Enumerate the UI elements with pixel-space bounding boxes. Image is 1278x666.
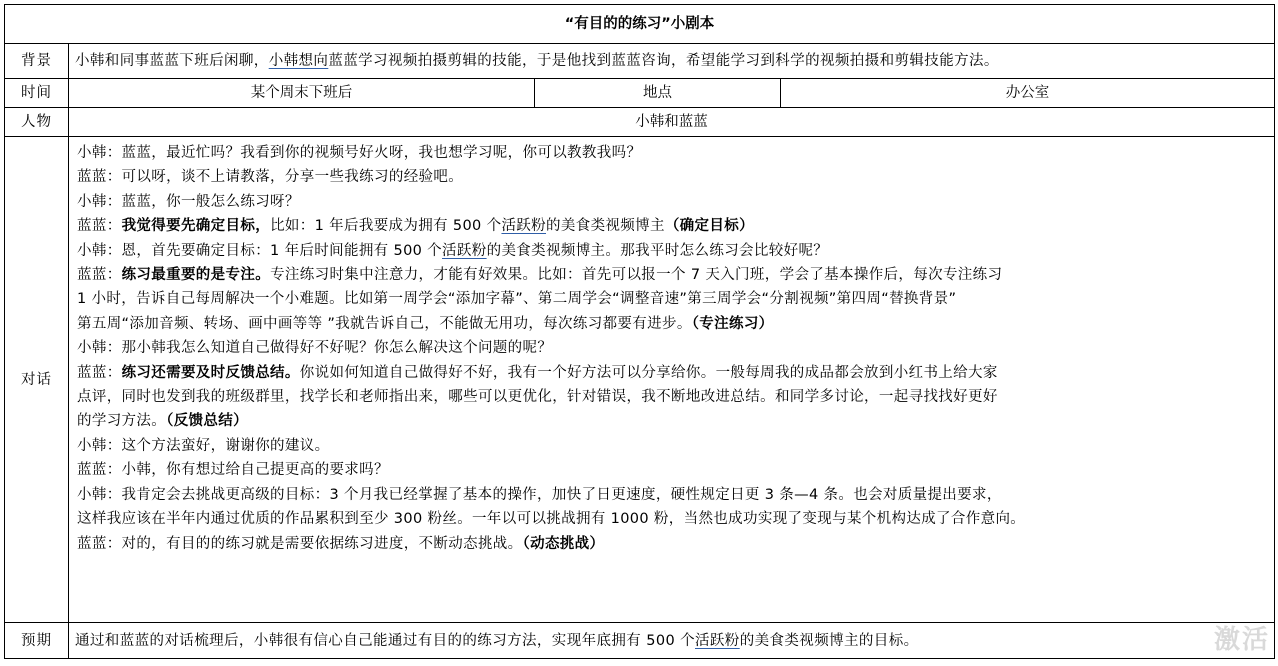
- time-value: 某个周末下班后: [69, 79, 535, 108]
- underlined-term: 活跃粉: [501, 218, 547, 235]
- dialogue-text: 专注练习时集中注意力，才能有好效果。比如：首先可以报一个 7 天入门班，学会了基本操作后，每次专注练习: [270, 267, 1003, 284]
- speaker-label: 蓝蓝：: [77, 218, 122, 235]
- characters-row: [5, 108, 1275, 137]
- dialogue-label: 对话: [5, 137, 69, 623]
- characters-label: 人物: [5, 108, 69, 137]
- dialogue-line: 点评，同时也发到我的班级群里，找学长和老师指出来，哪些可以更优化，针对错误，我不断地改进总结。和同学多讨论，一起寻找找好更好: [77, 389, 998, 406]
- section-tag: （确定目标）: [664, 218, 754, 235]
- dialogue-row: [5, 137, 1275, 623]
- dialogue-text: 的美食类视频博主。那我平时怎么练习会比较好呢？: [486, 242, 829, 259]
- dialogue-text: 的美食类视频博主: [546, 218, 665, 235]
- background-text-after: 蓝蓝学习视频拍摄剪辑的技能，于是他找到蓝蓝咨询，希望能学习到科学的视频拍摄和剪辑技能方法。: [328, 53, 999, 69]
- key-point: 练习还需要及时反馈总结。: [121, 364, 300, 381]
- expectation-label: 预期: [5, 623, 69, 659]
- dialogue-text: 第五周“添加音频、转场、画中画等等 ”我就告诉自己，不能做无用功，每次练习都要有进步。: [77, 315, 692, 332]
- dialogue-content: [69, 137, 1275, 623]
- section-tag: （专注练习）: [691, 315, 774, 332]
- time-label: 时间: [5, 79, 69, 108]
- dialogue-line: 小韩：那小韩我怎么知道自己做得好不好呢？你怎么解决这个问题的呢？: [77, 340, 553, 357]
- dialogue-line: 小韩：我肯定会去挑战更高级的目标：3 个月我已经掌握了基本的操作，加快了日更速度，硬性规定日更 3 条—4 条。也会对质量提出要求，: [77, 486, 1002, 503]
- background-row: [5, 44, 1275, 79]
- expectation-row: [5, 623, 1275, 659]
- background-text: [69, 44, 1275, 79]
- dialogue-line: [77, 239, 1268, 263]
- background-label: 背景: [5, 44, 69, 79]
- dialogue-line: 蓝蓝：可以呀，谈不上请教落，分享一些我练习的经验吧。: [77, 169, 464, 186]
- underlined-term: 活跃粉: [442, 242, 487, 259]
- dialogue-line: [77, 532, 1268, 556]
- dialogue-line: 1 小时，告诉自己每周解决一个小难题。比如第一周学会“添加字幕”、第二周学会“调整音速”第三周学会“分割视频”第四周“替换背景”: [77, 291, 957, 308]
- dialogue-text: 比如：1 年后我要成为拥有 500 个: [270, 218, 502, 235]
- dialogue-line: [77, 409, 1268, 433]
- dialogue-line: [77, 361, 1268, 385]
- time-row: [5, 79, 1275, 108]
- watermark: 激活: [1213, 625, 1270, 655]
- expectation-text-before: 通过和蓝蓝的对话梳理后，小韩很有信心自己能通过有目的的练习方法，实现年底拥有 500 个: [75, 632, 695, 649]
- dialogue-text: 的学习方法。: [77, 413, 167, 430]
- underlined-term: 活跃粉: [695, 632, 740, 649]
- dialogue-line: [77, 312, 1268, 336]
- expectation-text: [69, 623, 1275, 659]
- characters-value: 小韩和蓝蓝: [69, 108, 1275, 137]
- dialogue-line: 小韩：蓝蓝，你一般怎么练习呀？: [77, 193, 300, 210]
- speaker-label: 蓝蓝：: [77, 364, 122, 381]
- key-point: 练习最重要的是专注。: [121, 267, 271, 284]
- dialogue-text: 小韩：恩，首先要确定目标：1 年后时间能拥有 500 个: [77, 242, 443, 259]
- dialogue-line: [77, 263, 1268, 287]
- dialogue-line: 小韩：这个方法蛮好，谢谢你的建议。: [77, 437, 330, 454]
- page-title: “有目的的练习”小剧本: [5, 5, 1275, 44]
- speaker-label: 蓝蓝：: [77, 267, 122, 284]
- place-label: 地点: [535, 79, 781, 108]
- key-point: 我觉得要先确定目标，: [121, 218, 271, 235]
- background-text-before: 小韩和同事蓝蓝下班后闲聊，: [75, 53, 269, 69]
- title-row: [5, 5, 1275, 44]
- dialogue-line: 这样我应该在半年内通过优质的作品累积到至少 300 粉丝。一年以可以挑战拥有 1000 粉，当然也成功实现了变现与某个机构达成了合作意向。: [77, 511, 1026, 528]
- section-tag: （动态挑战）: [522, 535, 605, 552]
- dialogue-line: [77, 214, 1268, 238]
- script-table: [4, 4, 1275, 659]
- place-value: 办公室: [781, 79, 1275, 108]
- dialogue-line: 小韩：蓝蓝，最近忙吗？我看到你的视频号好火呀，我也想学习呢，你可以教教我吗？: [77, 145, 642, 161]
- expectation-text-after: 的美食类视频博主的目标。: [739, 632, 919, 649]
- section-tag: （反馈总结）: [166, 413, 248, 430]
- dialogue-line: 蓝蓝：小韩，你有想过给自己提更高的要求吗？: [77, 462, 389, 479]
- background-text-underlined: 小韩想向: [268, 53, 329, 69]
- dialogue-text: 蓝蓝：对的，有目的的练习就是需要依据练习进度，不断动态挑战。: [77, 535, 523, 552]
- dialogue-text: 你说如何知道自己做得好不好，我有一个好方法可以分享给你。一般每周我的成品都会放到小红书上给大家: [299, 364, 998, 381]
